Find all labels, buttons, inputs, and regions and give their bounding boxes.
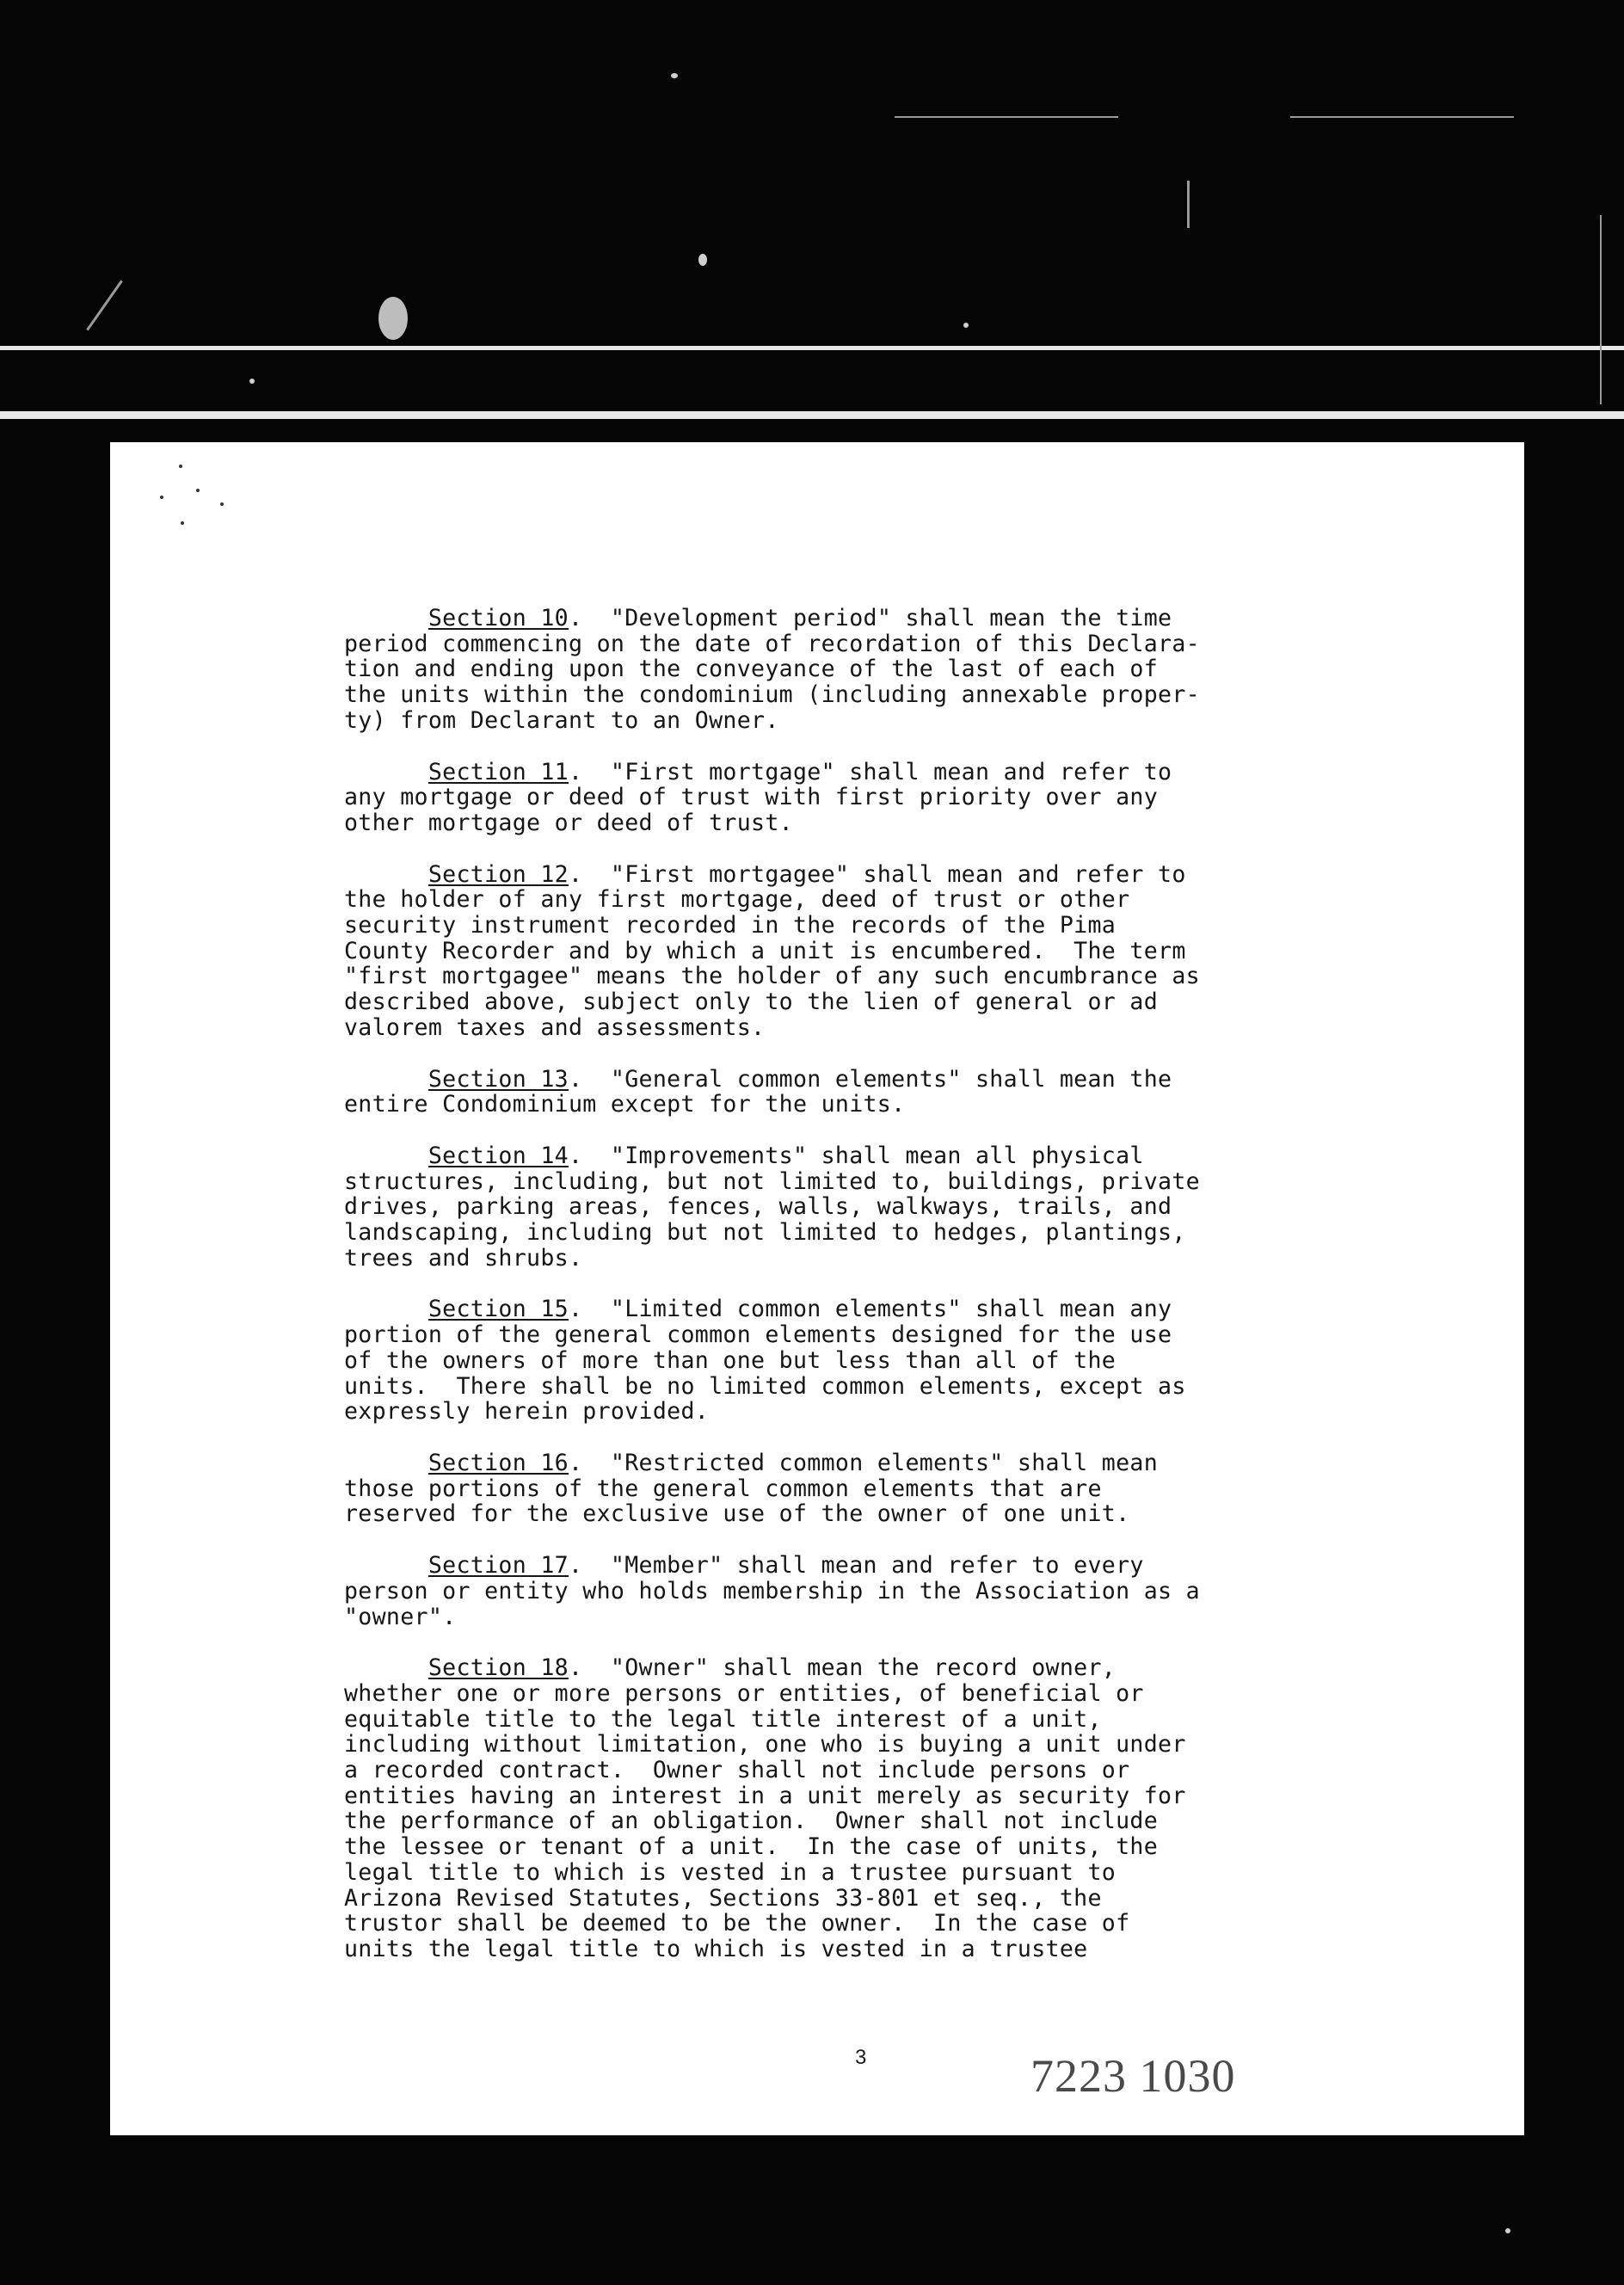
section-heading-text: . "Development period" shall mean the time [568,605,1172,631]
section-heading-text: . "Owner" shall mean the record owner, [568,1654,1116,1682]
section-label: Section 15 [428,1296,569,1323]
scan-artifact-dot [179,465,182,468]
section-paragraph [344,760,1497,836]
scan-artifact-dot [196,489,200,492]
paragraph-line: the performance of an obligation. Owner shall not include [344,1808,1159,1835]
paragraph-first-line [344,760,1497,785]
scan-artifact-speck [671,73,678,78]
scan-artifact-speck [249,379,255,384]
paragraph-line: trees and shrubs. [344,1244,583,1272]
section-paragraph [344,1296,1497,1425]
paragraph-line: the units within the condominium (including annexable proper- [344,681,1200,709]
paragraph-line: whether one or more persons or entities, of beneficial or [344,1679,1144,1707]
paragraph-line: equitable title to the legal title interest of a unit, [344,1705,1102,1733]
document-page [110,442,1524,2135]
section-label: Section 16 [428,1449,569,1476]
section-label: Section 14 [428,1142,569,1169]
section-label: Section 18 [428,1654,569,1682]
paragraph-line: those portions of the general common elements that are [344,1475,1102,1502]
paragraph-first-line [344,1553,1497,1579]
paragraph-line: described above, subject only to the lien of general or ad [344,989,1159,1016]
section-paragraph [344,1655,1497,1962]
paragraph-line: units. There shall be no limited common elements, except as [344,1372,1186,1400]
paragraph-line: entities having an interest in a unit merely as security for [344,1782,1186,1809]
page-number: 3 [855,2046,867,2069]
paragraph-line: landscaping, including but not limited to hedges, plantings, [344,1219,1186,1247]
document-body [344,606,1497,1988]
section-paragraph [344,1143,1497,1272]
paragraph-line: other mortgage or deed of trust. [344,809,793,836]
paragraph-line: "owner". [344,1603,457,1630]
scan-artifact-rule [0,346,1624,350]
paragraph-line: tion and ending upon the conveyance of the last of each of [344,656,1159,683]
paragraph-first-line [344,862,1497,888]
paragraph-line: entire Condominium except for the units. [344,1091,906,1118]
paragraph-line: units the legal title to which is vested in a trustee [344,1935,1088,1962]
scan-artifact-streak [1600,215,1602,404]
paragraph-line: of the owners of more than one but less than all of the [344,1346,1116,1374]
paragraph-first-line [344,606,1497,631]
scan-artifact-streak [895,116,1118,118]
section-paragraph [344,606,1497,734]
section-label: Section 11 [428,758,569,785]
paragraph-line: drives, parking areas, fences, walls, walkways, trails, and [344,1193,1172,1221]
section-heading-text: . "Member" shall mean and refer to every [568,1552,1144,1580]
paragraph-first-line [344,1450,1497,1476]
section-heading-text: . "First mortgagee" shall mean and refer to [568,860,1186,888]
paragraph-first-line [344,1655,1497,1681]
paragraph-line: valorem taxes and assessments. [344,1013,766,1041]
section-paragraph [344,1450,1497,1527]
scan-artifact-blot [378,297,408,340]
paragraph-first-line [344,1296,1497,1322]
paragraph-line: Arizona Revised Statutes, Sections 33-801 et seq., the [344,1884,1102,1912]
scan-artifact-speck [1505,2228,1510,2233]
section-label: Section 13 [428,1065,569,1093]
paragraph-line: portion of the general common elements designed for the use [344,1321,1172,1349]
scan-artifact-speck [963,323,969,328]
scan-artifact-dot [220,502,224,506]
scan-artifact-streak [1187,181,1190,228]
paragraph-line: security instrument recorded in the records of the Pima [344,912,1116,939]
section-label: Section 10 [428,605,569,631]
section-heading-text: . "Limited common elements" shall mean any [568,1296,1172,1323]
paragraph-line: expressly herein provided. [344,1398,710,1426]
paragraph-line: the lessee or tenant of a unit. In the case of units, the [344,1833,1159,1861]
section-heading-text: . "General common elements" shall mean the [568,1065,1172,1093]
paragraph-line: "first mortgagee" means the holder of any such encumbrance as [344,963,1200,990]
scan-artifact-speck [698,254,707,266]
section-paragraph [344,862,1497,1041]
section-label: Section 17 [428,1552,569,1580]
paragraph-first-line [344,1143,1497,1169]
paragraph-line: person or entity who holds membership in the Association as a [344,1577,1200,1604]
scan-artifact-dot [181,521,184,525]
scan-artifact-streak [86,280,123,330]
paragraph-line: structures, including, but not limited to, buildings, private [344,1167,1200,1195]
section-label: Section 12 [428,860,569,888]
paragraph-line: County Recorder and by which a unit is encumbered. The term [344,937,1186,964]
section-paragraph [344,1553,1497,1629]
section-paragraph [344,1067,1497,1118]
paragraph-line: including without limitation, one who is buying a unit under [344,1731,1186,1758]
paragraph-line: reserved for the exclusive use of the owner of one unit. [344,1500,1130,1528]
recording-stamp: 7223 1030 [1030,2050,1236,2102]
paragraph-line: the holder of any first mortgage, deed of trust or other [344,886,1130,914]
section-heading-text: . "Restricted common elements" shall mean [568,1449,1159,1476]
paragraph-line: ty) from Declarant to an Owner. [344,706,779,734]
paragraph-line: period commencing on the date of recordation of this Declara- [344,630,1200,657]
scan-artifact-streak [1290,116,1514,118]
paragraph-first-line [344,1067,1497,1093]
paragraph-line: legal title to which is vested in a trustee pursuant to [344,1858,1116,1886]
paragraph-line: any mortgage or deed of trust with first priority over any [344,784,1159,811]
scan-artifact-dot [160,496,163,499]
section-heading-text: . "Improvements" shall mean all physical [568,1142,1144,1169]
paragraph-line: a recorded contract. Owner shall not include persons or [344,1757,1130,1784]
paragraph-line: trustor shall be deemed to be the owner. In the case of [344,1910,1130,1937]
scan-artifact-rule [0,411,1624,419]
section-heading-text: . "First mortgage" shall mean and refer to [568,758,1172,785]
